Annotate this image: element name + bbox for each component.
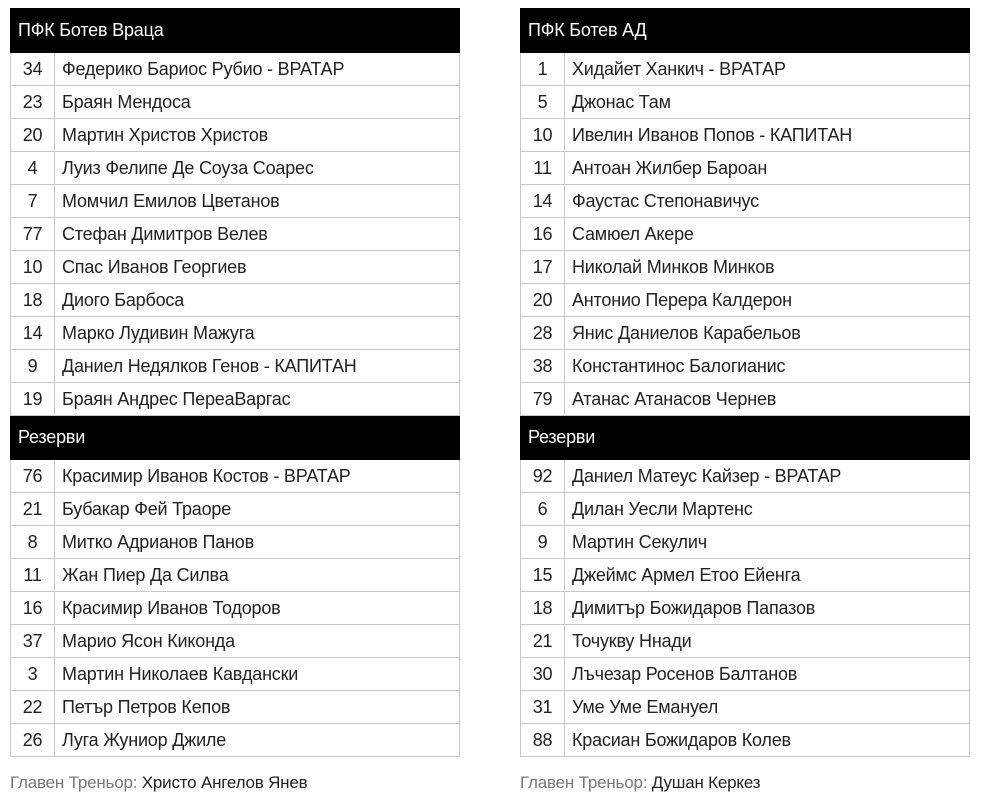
table-row [11, 658, 460, 691]
table-row [521, 526, 970, 559]
table-row [11, 218, 460, 251]
player-name: Константинос Балогианис [565, 350, 970, 383]
player-name: Браян Мендоса [55, 86, 460, 119]
player-number: 22 [11, 691, 55, 724]
table-row [521, 383, 970, 416]
player-name: Красимир Иванов Тодоров [55, 592, 460, 625]
table-row [521, 460, 970, 493]
player-number: 6 [521, 493, 565, 526]
player-name: Мартин Николаев Кавдански [55, 658, 460, 691]
table-row [11, 185, 460, 218]
player-name: Дилан Уесли Мартенс [565, 493, 970, 526]
coach-name: Христо Ангелов Янев [141, 773, 308, 792]
table-row [11, 53, 460, 86]
player-number: 18 [521, 592, 565, 625]
starters-body [521, 9, 970, 416]
player-number: 21 [521, 625, 565, 658]
coach-label: Главен Треньор: [520, 773, 648, 792]
table-row [521, 119, 970, 152]
player-name: Мартин Христов Христов [55, 119, 460, 152]
table-row [521, 592, 970, 625]
team-lineup-right [520, 8, 969, 757]
player-name: Спас Иванов Георгиев [55, 251, 460, 284]
player-name: Точукву Ннади [565, 625, 970, 658]
player-name: Диого Барбоса [55, 284, 460, 317]
table-row [11, 251, 460, 284]
player-name: Атанас Атанасов Чернев [565, 383, 970, 416]
player-name: Бубакар Фей Траоре [55, 493, 460, 526]
player-number: 5 [521, 86, 565, 119]
player-number: 7 [11, 185, 55, 218]
player-name: Момчил Емилов Цветанов [55, 185, 460, 218]
player-number: 37 [11, 625, 55, 658]
player-number: 11 [11, 559, 55, 592]
table-row [11, 350, 460, 383]
player-number: 79 [521, 383, 565, 416]
player-number: 9 [521, 526, 565, 559]
player-name: Янис Даниелов Карабельов [565, 317, 970, 350]
player-name: Даниел Недялков Генов - КАПИТАН [55, 350, 460, 383]
player-name: Самюел Акере [565, 218, 970, 251]
player-name: Стефан Димитров Велев [55, 218, 460, 251]
player-name: Петър Петров Кепов [55, 691, 460, 724]
lineup-table [520, 8, 970, 757]
player-name: Джеймс Армел Етоо Ейенга [565, 559, 970, 592]
table-row [11, 152, 460, 185]
head-coach-left [10, 773, 307, 793]
table-row [521, 350, 970, 383]
table-row [11, 493, 460, 526]
player-number: 76 [11, 460, 55, 493]
reserves-header-row [521, 416, 970, 460]
reserves-title: Резерви [11, 416, 460, 460]
starters-body [11, 9, 460, 416]
player-number: 3 [11, 658, 55, 691]
table-row [11, 86, 460, 119]
table-row [11, 317, 460, 350]
team-name: ПФК Ботев АД [521, 9, 970, 53]
player-number: 8 [11, 526, 55, 559]
team-name: ПФК Ботев Враца [11, 9, 460, 53]
table-row [521, 86, 970, 119]
table-row [11, 119, 460, 152]
table-row [11, 284, 460, 317]
player-number: 38 [521, 350, 565, 383]
table-row [521, 559, 970, 592]
table-row [521, 724, 970, 757]
player-name: Мартин Секулич [565, 526, 970, 559]
team-header-row [11, 9, 460, 53]
player-name: Митко Адрианов Панов [55, 526, 460, 559]
team-lineup-left [10, 8, 459, 757]
player-name: Джонас Там [565, 86, 970, 119]
table-row [521, 625, 970, 658]
table-row [11, 592, 460, 625]
table-row [11, 460, 460, 493]
player-name: Браян Андрес ПереаВаргас [55, 383, 460, 416]
table-row [521, 251, 970, 284]
player-number: 10 [521, 119, 565, 152]
player-number: 17 [521, 251, 565, 284]
player-number: 9 [11, 350, 55, 383]
player-number: 88 [521, 724, 565, 757]
player-number: 14 [11, 317, 55, 350]
player-name: Димитър Божидаров Папазов [565, 592, 970, 625]
reserves-header-row [11, 416, 460, 460]
player-number: 16 [521, 218, 565, 251]
table-row [521, 185, 970, 218]
player-name: Хидайет Ханкич - ВРАТАР [565, 53, 970, 86]
player-name: Красиан Божидаров Колев [565, 724, 970, 757]
coach-name: Душан Керкез [651, 773, 761, 792]
head-coach-right [520, 773, 760, 793]
player-number: 28 [521, 317, 565, 350]
table-row [11, 526, 460, 559]
player-number: 21 [11, 493, 55, 526]
player-number: 20 [521, 284, 565, 317]
player-number: 19 [11, 383, 55, 416]
table-row [11, 559, 460, 592]
player-number: 26 [11, 724, 55, 757]
player-name: Лъчезар Росенов Балтанов [565, 658, 970, 691]
player-number: 34 [11, 53, 55, 86]
player-name: Луга Жуниор Джиле [55, 724, 460, 757]
player-number: 14 [521, 185, 565, 218]
player-number: 16 [11, 592, 55, 625]
player-number: 11 [521, 152, 565, 185]
player-number: 4 [11, 152, 55, 185]
table-row [521, 284, 970, 317]
table-row [521, 658, 970, 691]
table-row [521, 691, 970, 724]
player-number: 15 [521, 559, 565, 592]
player-name: Жан Пиер Да Силва [55, 559, 460, 592]
player-number: 23 [11, 86, 55, 119]
coach-label: Главен Треньор: [10, 773, 138, 792]
table-row [11, 383, 460, 416]
player-name: Луиз Фелипе Де Соуза Соарес [55, 152, 460, 185]
player-number: 77 [11, 218, 55, 251]
player-name: Фаустас Степонавичус [565, 185, 970, 218]
player-number: 31 [521, 691, 565, 724]
player-name: Антоан Жилбер Бароан [565, 152, 970, 185]
table-row [11, 625, 460, 658]
player-number: 92 [521, 460, 565, 493]
table-row [521, 493, 970, 526]
table-row [521, 53, 970, 86]
player-name: Федерико Бариос Рубио - ВРАТАР [55, 53, 460, 86]
table-row [11, 691, 460, 724]
player-name: Красимир Иванов Костов - ВРАТАР [55, 460, 460, 493]
team-header-row [521, 9, 970, 53]
player-number: 30 [521, 658, 565, 691]
reserves-title: Резерви [521, 416, 970, 460]
player-name: Антонио Перера Калдерон [565, 284, 970, 317]
player-number: 20 [11, 119, 55, 152]
player-name: Уме Уме Емануел [565, 691, 970, 724]
player-name: Марио Ясон Киконда [55, 625, 460, 658]
player-name: Даниел Матеус Кайзер - ВРАТАР [565, 460, 970, 493]
player-name: Марко Лудивин Мажуга [55, 317, 460, 350]
table-row [521, 218, 970, 251]
player-name: Ивелин Иванов Попов - КАПИТАН [565, 119, 970, 152]
lineup-table [10, 8, 460, 757]
table-row [521, 317, 970, 350]
reserves-body [521, 416, 970, 757]
player-number: 10 [11, 251, 55, 284]
player-number: 18 [11, 284, 55, 317]
table-row [521, 152, 970, 185]
player-name: Николай Минков Минков [565, 251, 970, 284]
table-row [11, 724, 460, 757]
reserves-body [11, 416, 460, 757]
player-number: 1 [521, 53, 565, 86]
